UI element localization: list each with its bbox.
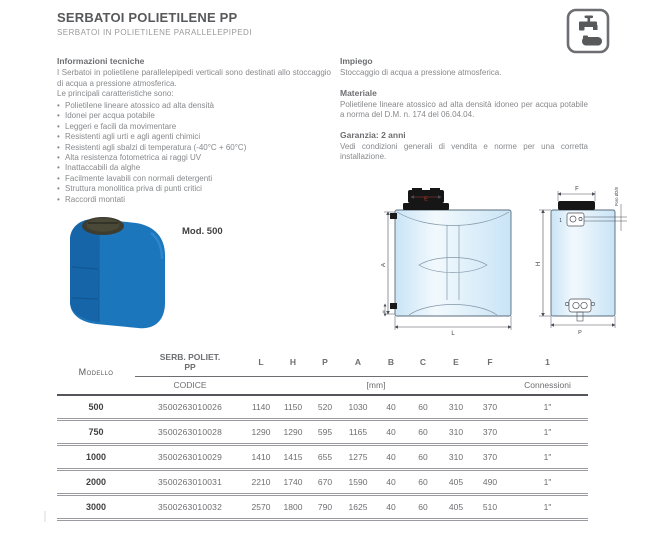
cell-connection: 1" <box>543 427 552 438</box>
col-header-connection: 1 <box>507 349 588 377</box>
dim-label-F: F <box>575 186 579 193</box>
cell-P: 670 <box>317 477 333 488</box>
cell-B: 40 <box>386 477 396 488</box>
col-header-L: L <box>245 349 277 377</box>
cell-A: 1030 <box>348 402 368 413</box>
usage-text: Stoccaggio di acqua a pressione atmosferica. <box>340 68 502 77</box>
page-title: SERBATOI POLIETILENE PP <box>57 10 238 25</box>
table-row <box>57 421 588 446</box>
feature-item: • Raccordi montati <box>57 195 331 205</box>
cell-P: 520 <box>317 402 333 413</box>
cell-P: 655 <box>317 452 333 463</box>
dim-label-P: P <box>578 330 582 336</box>
cell-connection: 1" <box>543 477 552 488</box>
subheader-codice: CODICE <box>173 380 207 391</box>
cell-model: 1000 <box>85 452 107 463</box>
model-label: Mod. 500 <box>182 226 223 237</box>
feature-item: • Resistenti agli urti e agli agenti chimici <box>57 132 331 142</box>
cell-F: 510 <box>482 502 498 513</box>
col-header-modello: Modello <box>78 366 114 377</box>
cell-E: 405 <box>448 477 464 488</box>
cell-code: 3500263010026 <box>157 402 223 413</box>
table-row <box>57 496 588 521</box>
usage-heading: Impiego <box>340 56 373 66</box>
subheader-units: [mm] <box>366 380 386 391</box>
hole-note: Foro Ø2/8 <box>614 187 619 206</box>
feature-item: • Idonei per acqua potabile <box>57 111 331 121</box>
dim-label-E: E <box>424 196 428 203</box>
warranty-heading: Garanzia: 2 anni <box>340 129 406 140</box>
cell-H: 1740 <box>283 477 303 488</box>
cell-E: 310 <box>448 427 464 438</box>
col-header-A: A <box>341 349 375 377</box>
cell-P: 790 <box>317 502 333 513</box>
cell-code: 3500263010031 <box>157 477 223 488</box>
cell-model: 500 <box>88 402 104 413</box>
cell-F: 370 <box>482 402 498 413</box>
technical-info-heading: Informazioni tecniche <box>57 56 145 66</box>
col-header-B: B <box>375 349 407 377</box>
table-header <box>57 349 588 396</box>
cell-F: 370 <box>482 427 498 438</box>
cell-H: 1415 <box>283 452 303 463</box>
col-header-H: H <box>277 349 309 377</box>
feature-item: • Inattaccabili da alghe <box>57 163 331 173</box>
cell-A: 1590 <box>348 477 368 488</box>
cell-B: 40 <box>386 427 396 438</box>
cell-E: 310 <box>448 452 464 463</box>
cell-L: 1290 <box>251 427 271 438</box>
feature-item: • Resistenti agli sbalzi di temperatura (-40°C + 60°C) <box>57 143 331 153</box>
cell-C: 60 <box>418 452 428 463</box>
cell-model: 3000 <box>85 502 107 513</box>
cell-L: 1410 <box>251 452 271 463</box>
feature-item: • Leggeri e facili da movimentare <box>57 122 331 132</box>
cell-L: 1140 <box>251 402 271 413</box>
dim-label-H: H <box>536 261 542 267</box>
cell-A: 1275 <box>348 452 368 463</box>
cell-B: 40 <box>386 402 396 413</box>
feature-item: • Struttura monolitica priva di punti critici <box>57 184 331 194</box>
cell-connection: 1" <box>543 502 552 513</box>
cell-H: 1800 <box>283 502 303 513</box>
features-lead: Le principali caratteristiche sono: <box>57 89 174 99</box>
table-row <box>57 471 588 496</box>
cell-code: 3500263010028 <box>157 427 223 438</box>
cell-model: 750 <box>88 427 104 438</box>
tap-and-tank-icon <box>566 8 610 54</box>
col-header-E: E <box>439 349 473 377</box>
cell-model: 2000 <box>85 477 107 488</box>
subheader-connessioni: Connessioni <box>524 380 571 391</box>
table-row <box>57 396 588 421</box>
cell-F: 490 <box>482 477 498 488</box>
col-header-P: P <box>309 349 341 377</box>
cell-connection: 1" <box>543 452 552 463</box>
technical-drawing <box>381 176 643 342</box>
warranty-text: Vedi condizioni generali di vendita e norme per una corretta installazione. <box>340 141 588 162</box>
dimensions-table <box>57 349 588 521</box>
col-header-F: F <box>473 349 507 377</box>
page-header <box>57 10 252 37</box>
col-header-C: C <box>407 349 439 377</box>
cell-C: 60 <box>418 477 428 488</box>
dim-label-B: B <box>382 309 386 314</box>
cell-E: 405 <box>448 502 464 513</box>
cell-C: 60 <box>418 402 428 413</box>
feature-item: • Alta resistenza fotometrica ai raggi UV <box>57 153 331 163</box>
side-view <box>536 186 627 336</box>
table-row <box>57 446 588 471</box>
material-text: Polietilene lineare atossico ad alta densità idoneo per acqua potabile a norma del D.M. n. 174 del 06.04.04. <box>340 99 588 120</box>
cell-P: 595 <box>317 427 333 438</box>
cell-H: 1290 <box>283 427 303 438</box>
dim-label-L: L <box>451 331 455 337</box>
cell-code: 3500263010029 <box>157 452 223 463</box>
features-list <box>57 101 331 206</box>
cell-C: 60 <box>418 502 428 513</box>
front-view <box>381 188 511 337</box>
feature-item: • Polietilene lineare atossico ad alta densità <box>57 101 331 111</box>
material-heading: Materiale <box>340 87 377 98</box>
cell-B: 40 <box>386 452 396 463</box>
cell-code: 3500263010032 <box>157 502 223 513</box>
cell-H: 1150 <box>283 402 303 413</box>
feature-item: • Facilmente lavabili con normali detergenti <box>57 174 331 184</box>
cell-connection: 1" <box>543 402 552 413</box>
dim-label-A: A <box>381 262 387 268</box>
connection-label: 1 <box>559 218 562 224</box>
cell-B: 40 <box>386 502 396 513</box>
cell-L: 2570 <box>251 502 271 513</box>
cell-A: 1165 <box>348 427 368 438</box>
tank-product-image <box>58 210 176 336</box>
cell-A: 1625 <box>348 502 368 513</box>
stray-scan-mark <box>44 511 46 522</box>
cell-F: 370 <box>482 452 498 463</box>
technical-info-intro: I Serbatoi in polietilene parallelepipedi verticali sono destinati allo stoccaggio di acqua a pressione atmosferica. <box>57 68 331 88</box>
cell-C: 60 <box>418 427 428 438</box>
details-section <box>340 56 588 163</box>
cell-E: 310 <box>448 402 464 413</box>
col-header-group: SERB. POLIET. PP <box>135 349 245 377</box>
cell-L: 2210 <box>251 477 271 488</box>
technical-info-section <box>57 56 331 205</box>
page-subtitle: SERBATOI IN POLIETILENE PARALLELEPIPEDI <box>57 28 252 37</box>
